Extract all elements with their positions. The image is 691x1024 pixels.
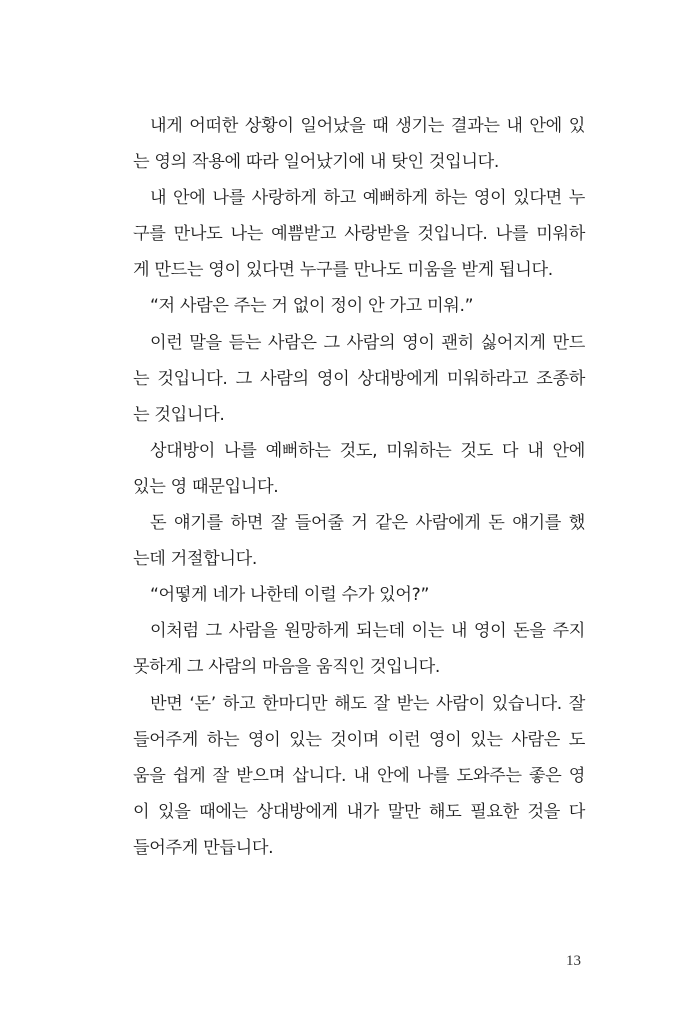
text-line: 들어주게 하는 영이 있는 것이며 이런 영이 있는 사람은 도 [133, 729, 585, 750]
quote-line: “어떻게 네가 나한테 이럴 수가 있어?” [150, 585, 429, 606]
text-line: 이 있을 때에는 상대방에게 내가 말만 해도 필요한 것을 다 [133, 801, 585, 822]
text-line: 들어주게 만듭니다. [133, 837, 274, 858]
text-line: 상대방이 나를 예뻐하는 것도, 미워하는 것도 다 내 안에 [150, 440, 585, 461]
text-line: 이처럼 그 사람을 원망하게 되는데 이는 내 영이 돈을 주지 [150, 621, 585, 642]
text-line: 는 영의 작용에 따라 일어났기에 내 탓인 것입니다. [133, 152, 499, 173]
text-line: 게 만드는 영이 있다면 누구를 만나도 미움을 받게 됩니다. [133, 260, 553, 281]
text-line: 반면 ‘돈’ 하고 한마디만 해도 잘 받는 사람이 있습니다. 잘 [150, 693, 585, 714]
text-line: 내게 어떠한 상황이 일어났을 때 생기는 결과는 내 안에 있 [150, 116, 585, 136]
text-line: 있는 영 때문입니다. [133, 476, 279, 497]
body-text [133, 108, 585, 866]
text-line: 내 안에 나를 사랑하게 하고 예뻐하게 하는 영이 있다면 누 [150, 188, 585, 209]
text-line: 는 것입니다. [133, 404, 225, 425]
text-line: 구를 만나도 나는 예쁨받고 사랑받을 것입니다. 나를 미워하 [133, 224, 585, 245]
text-line: 움을 쉽게 잘 받으며 삽니다. 내 안에 나를 도와주는 좋은 영 [133, 765, 585, 786]
text-line: 돈 얘기를 하면 잘 들어줄 거 같은 사람에게 돈 얘기를 했 [150, 513, 585, 534]
text-line: 이런 말을 듣는 사람은 그 사람의 영이 괜히 싫어지게 만드 [150, 332, 585, 353]
page-number: 13 [566, 953, 581, 969]
text-line: 는 것입니다. 그 사람의 영이 상대방에게 미워하라고 조종하 [133, 368, 585, 389]
text-line: 못하게 그 사람의 마음을 움직인 것입니다. [133, 657, 440, 678]
quote-line: “저 사람은 주는 거 없이 정이 안 가고 미워.” [150, 296, 474, 317]
text-line: 는데 거절합니다. [133, 549, 257, 570]
